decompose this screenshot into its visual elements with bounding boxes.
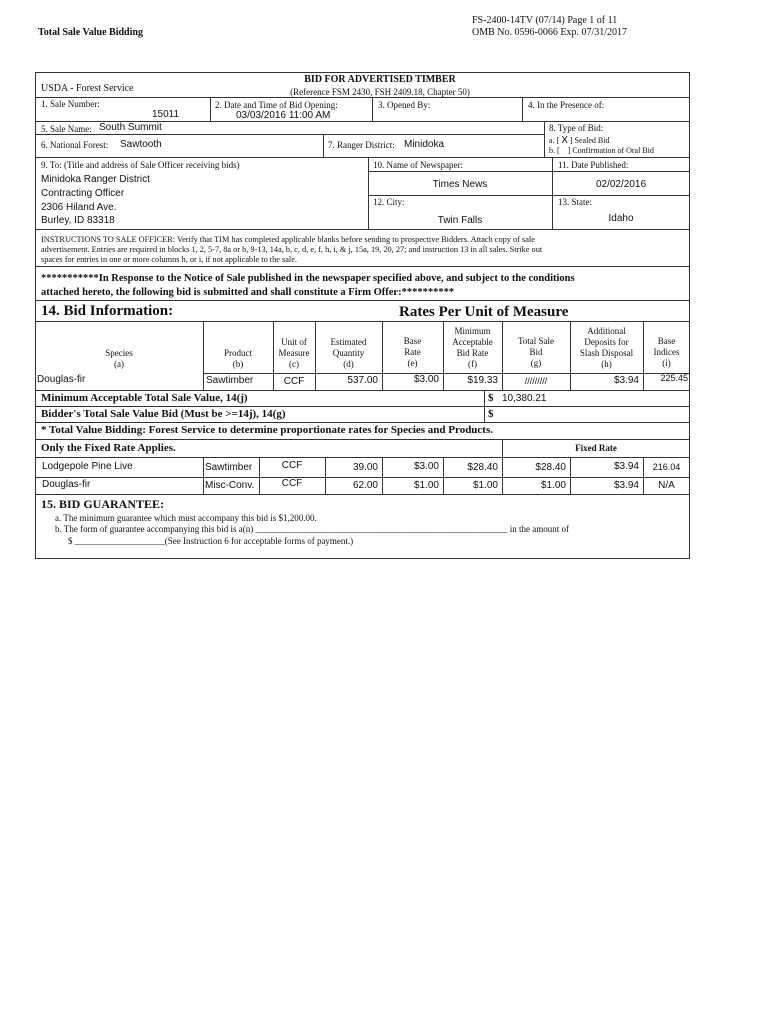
- sale-number-value[interactable]: 15011: [152, 109, 180, 120]
- species-cell[interactable]: Douglas-fir: [42, 479, 91, 490]
- min-total-value[interactable]: 10,380.21: [502, 393, 547, 404]
- fixed-rate-label: Only the Fixed Rate Applies.: [41, 442, 176, 454]
- ranger-district-value[interactable]: Minidoka: [404, 139, 445, 150]
- opened-by-label: 3. Opened By:: [378, 100, 431, 110]
- species-cell[interactable]: Lodgepole Pine Live: [42, 461, 133, 472]
- product-cell[interactable]: Sawtimber: [205, 462, 253, 473]
- unit-cell[interactable]: CCF: [281, 478, 303, 489]
- city-label: 12. City:: [373, 197, 405, 207]
- dollar-sign: $: [488, 408, 494, 420]
- col-unit-header: Unit of Measure (c): [278, 337, 310, 369]
- sealed-bid-option[interactable]: a. [ X ] Sealed Bid: [549, 135, 610, 146]
- col-total-bid-header: Total Sale Bid (g): [517, 336, 555, 368]
- rates-per-unit-title: Rates Per Unit of Measure: [399, 304, 569, 320]
- state-value[interactable]: Idaho: [608, 213, 634, 224]
- quantity-cell[interactable]: 62.00: [352, 480, 378, 491]
- instruction-line: INSTRUCTIONS TO SALE OFFICER: Verify that TIM has completed applicable blanks before sending to prospective Bidders. Attach copy of sale: [41, 235, 535, 244]
- fixed-rate-row: [35, 477, 690, 494]
- address-line[interactable]: Minidoka Ranger District: [41, 174, 150, 185]
- form-number: FS-2400-14TV (07/14) Page 1 of 11: [472, 15, 618, 26]
- base-rate-cell[interactable]: $3.00: [413, 374, 439, 385]
- guarantee-minimum: a. The minimum guarantee which must accompany this bid is $1,200.00.: [55, 513, 317, 523]
- instructions-block: [41, 235, 542, 265]
- fixed-rate-header: Fixed Rate: [575, 443, 617, 453]
- col-base-indices-header: Base Indices (i): [653, 336, 680, 368]
- unit-cell[interactable]: CCF: [283, 376, 305, 387]
- product-cell[interactable]: Sawtimber: [206, 375, 254, 386]
- city-value[interactable]: Twin Falls: [437, 215, 483, 226]
- instruction-line: advertisement. Entries are required in blocks 1, 2, 5-7, 8a or b, 9-13, 14a, b, c, d, e, f, h, i, & j, 15a, 19, 20, 27; and instruction 13 in all sales. Strike out: [41, 245, 543, 254]
- bid-opening-value[interactable]: 03/03/2016 11:00 AM: [236, 110, 331, 121]
- col-additional-deposits-header: Additional Deposits for Slash Disposal (h): [579, 326, 634, 369]
- guarantee-amount[interactable]: $ ____________________(See Instruction 6 for acceptable forms of payment.): [68, 536, 354, 546]
- min-bid-rate-cell[interactable]: $1.00: [472, 480, 498, 491]
- guarantee-form[interactable]: b. The form of guarantee accompanying this bid is a(n) ________________________________________________________ in the amount of: [55, 524, 570, 534]
- base-indices-cell[interactable]: 225.45: [660, 373, 688, 383]
- sale-officer-label: 9. To: (Title and address of Sale Officer receiving bids): [41, 160, 240, 170]
- min-bid-rate-cell[interactable]: $28.40: [467, 462, 498, 473]
- base-rate-cell[interactable]: $1.00: [413, 480, 439, 491]
- newspaper-value[interactable]: Times News: [432, 179, 488, 190]
- national-forest-label: 6. National Forest:: [41, 140, 109, 150]
- dollar-sign: $: [488, 392, 494, 404]
- total-value-note: * Total Value Bidding: Forest Service to determine proportionate rates for Species and Products.: [41, 424, 494, 436]
- min-bid-rate-cell[interactable]: $19.33: [467, 375, 498, 386]
- product-cell[interactable]: Misc-Conv.: [205, 480, 255, 491]
- base-indices-cell[interactable]: N/A: [658, 480, 675, 491]
- col-base-rate-header: Base Rate (e): [403, 336, 422, 368]
- quantity-cell[interactable]: 39.00: [352, 462, 378, 473]
- fixed-rate-row: [35, 457, 690, 477]
- type-of-bid-label: 8. Type of Bid:: [549, 123, 604, 133]
- quantity-cell[interactable]: 537.00: [347, 375, 378, 386]
- unit-cell[interactable]: CCF: [281, 460, 303, 471]
- state-label: 13. State:: [558, 197, 592, 207]
- firm-offer-statement: ***********In Response to the Notice of Sale published in the newspaper specified above, and subject to the conditions attached hereto, the following bid is submitted and shall constitute a Firm Offer:**********: [41, 273, 575, 298]
- omb-number: OMB No. 0596-0066 Exp. 07/31/2017: [472, 27, 627, 38]
- newspaper-label: 10. Name of Newspaper:: [373, 160, 463, 170]
- ranger-district-label: 7. Ranger District:: [328, 140, 395, 150]
- total-bid-cell[interactable]: $28.40: [535, 462, 566, 473]
- sale-name-value[interactable]: South Summit: [99, 122, 162, 133]
- address-line[interactable]: Burley, ID 83318: [41, 215, 115, 226]
- bidder-total-input[interactable]: [502, 407, 652, 421]
- additional-deposits-cell[interactable]: $3.94: [613, 461, 639, 472]
- total-bid-cell[interactable]: $1.00: [540, 480, 566, 491]
- col-product-header: Product (b): [224, 348, 252, 369]
- min-total-value-label: Minimum Acceptable Total Sale Value, 14(j): [41, 392, 248, 404]
- bid-opening-label: 2. Date and Time of Bid Opening:: [215, 100, 338, 110]
- oral-bid-option[interactable]: b. [ ] Confirmation of Oral Bid: [549, 146, 654, 155]
- additional-deposits-cell[interactable]: $3.94: [613, 375, 639, 386]
- total-bid-cell[interactable]: /////////: [524, 376, 548, 386]
- bid-information-title: 14. Bid Information:: [41, 303, 174, 319]
- date-published-value[interactable]: 02/02/2016: [595, 179, 647, 190]
- date-published-label: 11. Date Published:: [558, 160, 629, 170]
- address-line[interactable]: Contracting Officer: [41, 188, 125, 199]
- col-quantity-header: Estimated Quantity (d): [330, 337, 367, 369]
- national-forest-value[interactable]: Sawtooth: [120, 139, 162, 150]
- base-rate-cell[interactable]: $3.00: [413, 461, 439, 472]
- col-min-bid-header: Minimum Acceptable Bid Rate (f): [452, 326, 493, 369]
- form-reference: (Reference FSM 2430, FSH 2409.18, Chapter 50): [290, 87, 470, 97]
- sale-number-label: 1. Sale Number:: [41, 99, 100, 109]
- instruction-line: spaces for entries in one or more columns h, or i, if not applicable to the sale.: [41, 255, 297, 264]
- species-cell[interactable]: Douglas-fir: [37, 374, 86, 385]
- base-indices-cell[interactable]: 216.04: [652, 462, 681, 472]
- additional-deposits-cell[interactable]: $3.94: [613, 480, 639, 491]
- col-species-header: Species (a): [105, 348, 133, 369]
- address-line[interactable]: 2306 Hiland Ave.: [41, 202, 117, 213]
- bid-guarantee-title: 15. BID GUARANTEE:: [41, 497, 165, 511]
- presence-label: 4. In the Presence of:: [528, 100, 605, 110]
- agency-label: USDA - Forest Service: [41, 83, 134, 94]
- bidder-total-label: Bidder's Total Sale Value Bid (Must be >=14j), 14(g): [41, 408, 286, 420]
- sealed-bid-mark: X: [561, 135, 568, 146]
- sale-name-label: 5. Sale Name:: [41, 124, 92, 134]
- form-title: BID FOR ADVERTISED TIMBER: [304, 74, 456, 85]
- document-title: Total Sale Value Bidding: [38, 27, 143, 38]
